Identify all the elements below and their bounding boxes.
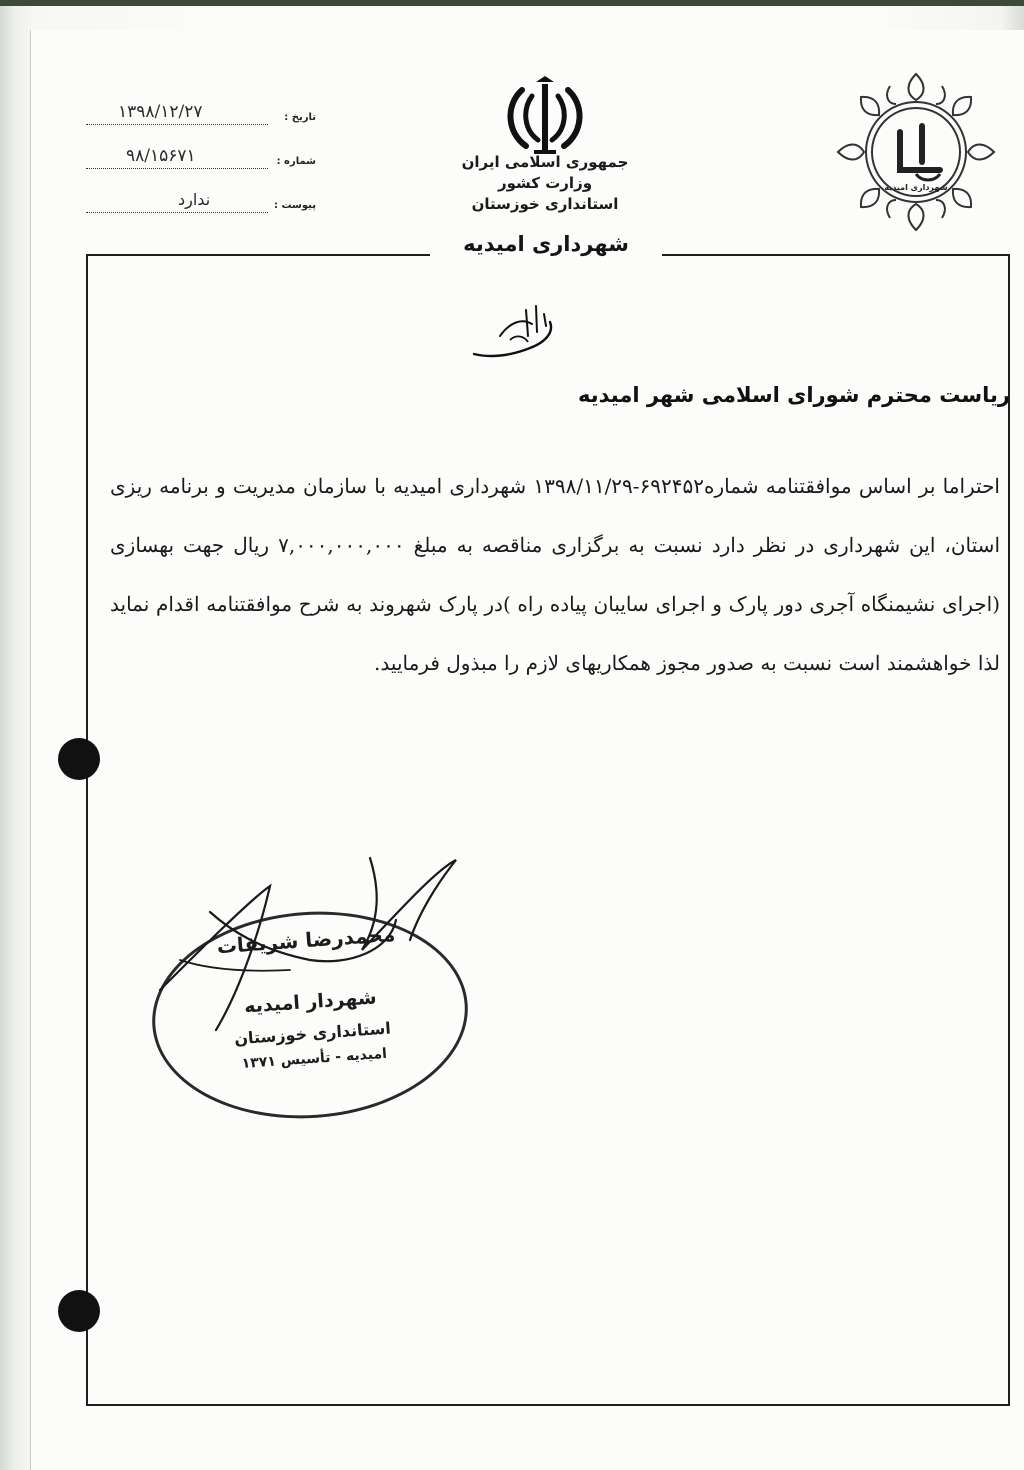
attachment-value: ندارد: [178, 190, 211, 209]
stamp-province: استانداری خوزستان: [233, 1018, 392, 1049]
country-name: جمهوری اسلامی ایران: [461, 153, 629, 171]
governorate-name: استانداری خوزستان: [471, 195, 619, 213]
stamp-role: شهردار امیدیه: [243, 986, 378, 1018]
handwritten-signature: [140, 840, 470, 1120]
punch-hole-bottom: [58, 1290, 100, 1332]
ministry-name: وزارت کشور: [497, 174, 593, 192]
punch-hole-top: [58, 738, 100, 780]
attachment-dotted-line: [86, 212, 268, 213]
header-block: [420, 152, 670, 215]
bismillah-text: بسمه تعالی: [517, 364, 523, 365]
salutation: ریاست محترم شورای اسلامی شهر امیدیه: [578, 383, 1010, 407]
logo-caption: شهرداری امیدیه: [884, 183, 948, 192]
number-field: [86, 146, 316, 176]
organization-title: شهرداری امیدیه: [463, 232, 629, 256]
letter-frame: [86, 254, 1010, 1406]
date-value: ۱۳۹۸/۱۲/۲۷: [118, 102, 203, 122]
letter-body: احتراما بر اساس موافقتنامه شماره۶۹۲۴۵۲-۱۳۹۸/۱۱/۲۹ شهرداری امیدیه با سازمان مدیریت و برنامه ریزی استان، این شهرداری در نظر دارد نسبت به برگزاری مناقصه به مبلغ ۷,۰۰۰,۰۰۰,۰۰۰ ریال جهت بهسازی (اجرای نشیمنگاه آجری دور پارک و اجرای سایبان پیاده راه )در پارک شهروند به شرح موافقتنامه اقدام نماید لذا خواهشمند است نسبت به صدور مجوز همکاریهای لازم را مبذول فرمایید.: [110, 474, 1000, 675]
date-label: تاریخ :: [284, 112, 316, 123]
stamp-established: امیدیه - تأسیس ۱۳۷۱: [241, 1045, 388, 1072]
bismillah-calligraphy: [470, 296, 570, 366]
scan-edge: [0, 0, 1024, 6]
municipality-logo-icon: [830, 66, 1002, 238]
attachment-field: [86, 190, 316, 220]
number-dotted-line: [86, 168, 268, 169]
date-dotted-line: [86, 124, 268, 125]
number-value: ۹۸/۱۵۶۷۱: [126, 146, 196, 166]
date-field: [86, 102, 316, 132]
stamp-name: محمدرضا شریفات: [216, 921, 396, 959]
number-label: شماره :: [276, 156, 316, 167]
attachment-label: پیوست :: [273, 200, 316, 211]
iran-emblem-icon: [500, 76, 590, 160]
